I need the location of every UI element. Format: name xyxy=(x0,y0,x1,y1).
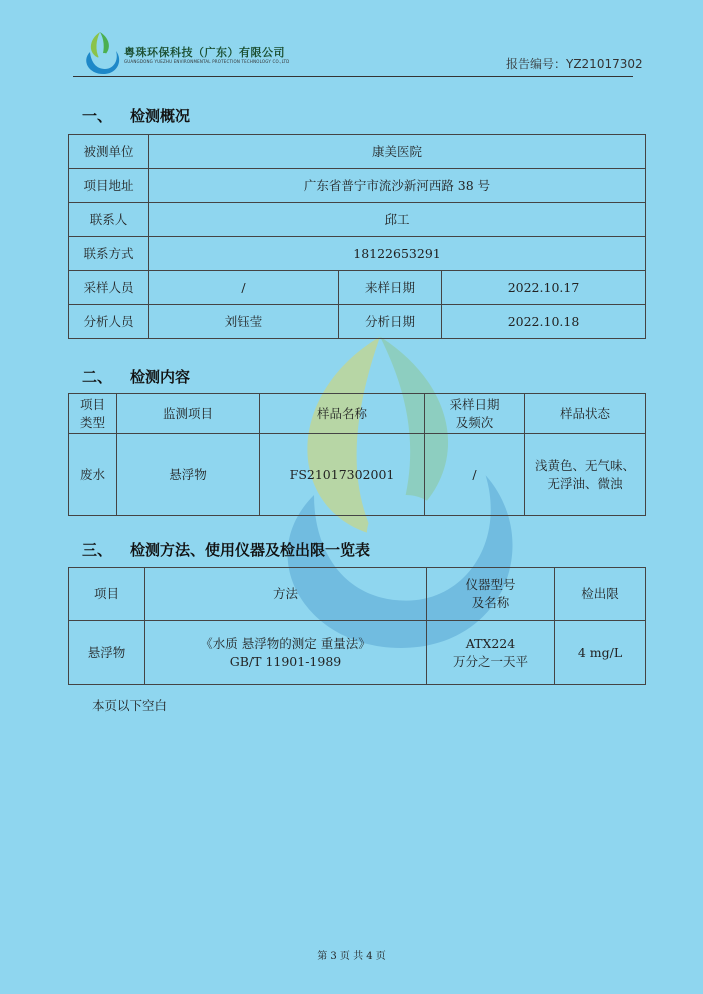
table-row xyxy=(69,203,646,237)
row-method-line1: 《水质 悬浮物的测定 重量法》 xyxy=(200,635,371,651)
table-row xyxy=(69,621,646,685)
sampler-value: / xyxy=(149,271,339,305)
row-label: 项目地址 xyxy=(69,169,149,203)
row-method-line2: GB/T 11901-1989 xyxy=(229,653,342,669)
row-sample-name: FS21017302001 xyxy=(260,434,425,516)
row-date-freq: / xyxy=(425,434,525,516)
header-limit: 检出限 xyxy=(555,568,646,621)
row-item: 悬浮物 xyxy=(69,621,145,685)
header-item-type xyxy=(69,394,117,434)
header-divider xyxy=(73,76,633,77)
row-instrument-line1: ATX224 xyxy=(465,635,516,651)
row-label: 被测单位 xyxy=(69,135,149,169)
analysis-date-value: 2022.10.18 xyxy=(442,305,646,339)
section1-number: 一、 xyxy=(82,107,113,125)
row-method xyxy=(145,621,427,685)
header-item-type-line2: 类型 xyxy=(79,414,105,430)
blank-page-note: 本页以下空白 xyxy=(92,698,168,713)
header-instrument-line1: 仪器型号 xyxy=(465,577,516,592)
table-row xyxy=(69,135,646,169)
content-table xyxy=(68,393,646,516)
section3-heading xyxy=(82,539,370,560)
company-name-english: GUANGDONG YUEZHU ENVIRONMENTAL PROTECTION TECHNOLOGY CO.,LTD xyxy=(124,59,290,64)
section3-number: 三、 xyxy=(82,541,113,559)
analyst-label: 分析人员 xyxy=(69,305,149,339)
row-item: 悬浮物 xyxy=(117,434,260,516)
section2-heading xyxy=(82,366,190,387)
overview-table xyxy=(68,134,646,339)
table-row xyxy=(69,305,646,339)
section3-title: 检测方法、使用仪器及检出限一览表 xyxy=(130,541,371,559)
row-type: 废水 xyxy=(69,434,117,516)
header-instrument xyxy=(427,568,555,621)
table-header-row xyxy=(69,394,646,434)
section1-heading xyxy=(82,105,190,126)
table-row xyxy=(69,434,646,516)
analyst-value: 刘钰莹 xyxy=(149,305,339,339)
report-number: 报告编号：YZ21017302 xyxy=(506,57,643,71)
header-sample-state: 样品状态 xyxy=(525,394,646,434)
table-row xyxy=(69,271,646,305)
row-sample-state-line2: 无浮油、微浊 xyxy=(547,475,623,491)
method-table xyxy=(68,567,646,685)
header-method: 方法 xyxy=(145,568,427,621)
sample-date-label: 来样日期 xyxy=(339,271,442,305)
sampler-label: 采样人员 xyxy=(69,271,149,305)
section2-title: 检测内容 xyxy=(130,368,191,386)
row-sample-state xyxy=(525,434,646,516)
analysis-date-label: 分析日期 xyxy=(339,305,442,339)
row-sample-state-line1: 浅黄色、无气味、 xyxy=(534,457,635,473)
table-row xyxy=(69,237,646,271)
header-item-type-line1: 项目 xyxy=(79,396,105,412)
header-item: 项目 xyxy=(69,568,145,621)
project-address-value: 广东省普宁市流沙新河西路 38 号 xyxy=(149,169,646,203)
row-limit: 4 mg/L xyxy=(555,621,646,685)
row-instrument xyxy=(427,621,555,685)
row-instrument-line2: 万分之一天平 xyxy=(452,653,528,669)
sample-date-value: 2022.10.17 xyxy=(442,271,646,305)
header-sampling-date-line2: 及频次 xyxy=(455,414,494,430)
row-label: 联系方式 xyxy=(69,237,149,271)
header-monitor-item: 监测项目 xyxy=(117,394,260,434)
contact-phone-value: 18122653291 xyxy=(149,237,646,271)
contact-person-value: 邱工 xyxy=(149,203,646,237)
row-label: 联系人 xyxy=(69,203,149,237)
table-row xyxy=(69,169,646,203)
header-sample-name: 样品名称 xyxy=(260,394,425,434)
header-sampling-date xyxy=(425,394,525,434)
section1-title: 检测概况 xyxy=(130,107,191,125)
page-footer: 第 3 页 共 4 页 xyxy=(317,951,386,962)
company-name: 粤珠环保科技（广东）有限公司 xyxy=(124,46,285,59)
header-instrument-line2: 及名称 xyxy=(471,595,510,610)
header-sampling-date-line1: 采样日期 xyxy=(449,396,500,412)
inspected-unit-value: 康美医院 xyxy=(149,135,646,169)
section2-number: 二、 xyxy=(82,368,113,386)
table-header-row xyxy=(69,568,646,621)
company-logo-icon xyxy=(78,30,124,76)
